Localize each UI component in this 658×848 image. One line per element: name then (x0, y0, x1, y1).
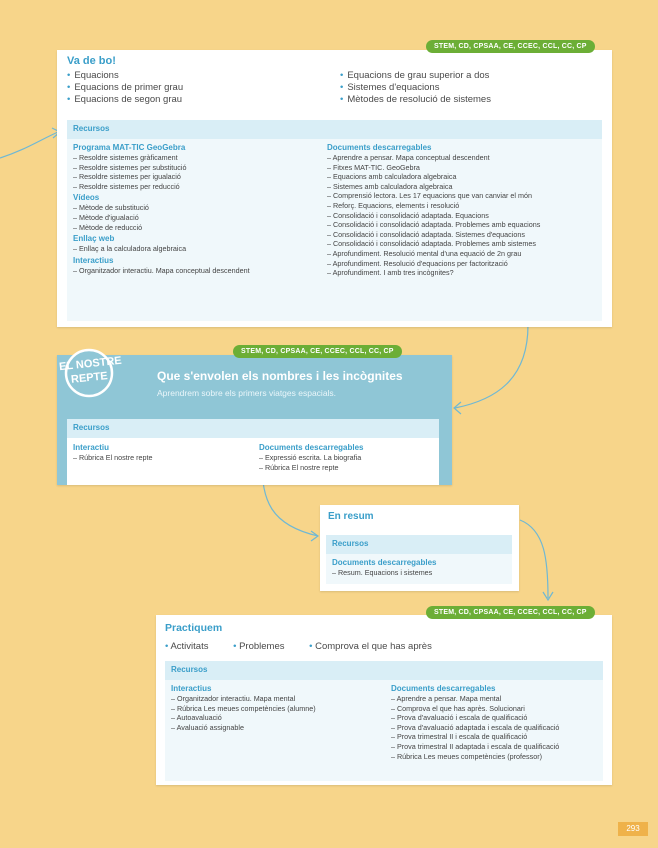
enllac-item[interactable]: – Enllaç a la calculadora algebraica (73, 244, 187, 254)
doc-item[interactable]: – Rúbrica El nostre repte (259, 462, 339, 472)
docs-title: Documents descarregables (259, 443, 364, 452)
doc-item[interactable]: – Aprendre a pensar. Mapa mental (391, 694, 502, 703)
interactiu-item[interactable]: – Autoavaluació (171, 713, 222, 723)
doc-item[interactable]: – Fitxes MAT-TIC. GeoGebra (327, 162, 420, 172)
interactiu-item[interactable]: – Organitzador interactiu. Mapa mental (171, 694, 296, 703)
interactiu-item[interactable]: – Rúbrica El nostre repte (73, 453, 153, 462)
topic-item: • Equacions de segon grau (67, 94, 183, 105)
resum-card (320, 505, 519, 591)
doc-item[interactable]: – Consolidació i consolidació adaptada. Problemes amb equacions (327, 220, 541, 230)
topic-item: • Equacions de grau superior a dos (340, 70, 490, 81)
topic-item: • Problemes (233, 641, 285, 652)
doc-item[interactable]: – Aprofundiment. Resolució d'equacions per factorització (327, 258, 508, 268)
topic-item: • Activitats (165, 641, 209, 652)
programa-item[interactable]: – Resoldre sistemes per igualació (73, 172, 181, 182)
recursos-body (326, 554, 512, 584)
logo-line2: REPTE (70, 370, 109, 386)
practiquem-recursos (165, 661, 603, 781)
doc-item[interactable]: – Aprofundiment. Resolució mental d'una equació de 2n grau (327, 248, 522, 258)
topic-item: • Comprova el que has après (309, 641, 432, 652)
docs-title: Documents descarregables (332, 558, 437, 567)
topics-right (340, 70, 491, 106)
recursos-right-column (391, 682, 559, 761)
arrow-to-practiquem (520, 520, 548, 598)
logo-line1: EL NOSTRE (58, 354, 123, 374)
topic-item: • Sistemes d'equacions (340, 82, 440, 93)
practiquem-title: Practiquem (165, 622, 223, 634)
doc-item[interactable]: – Aprendre a pensar. Mapa conceptual descendent (327, 153, 490, 162)
doc-item[interactable]: – Expressió escrita. La biografia (259, 453, 362, 462)
doc-item[interactable]: – Aprofundiment. I amb tres incògnites? (327, 268, 454, 278)
resum-recursos (326, 535, 512, 584)
video-item[interactable]: – Mètode de substitució (73, 203, 149, 213)
doc-item[interactable]: – Resum. Equacions i sistemes (332, 568, 433, 577)
programa-title: Programa MAT-TIC GeoGebra (73, 143, 186, 152)
recursos-left-column (171, 682, 316, 732)
recursos-header: Recursos (67, 120, 602, 139)
doc-item[interactable]: – Rúbrica Les meues competències (professor) (391, 751, 543, 761)
recursos-header: Recursos (326, 535, 512, 554)
interactiu-title: Interactiu (73, 443, 110, 452)
doc-item[interactable]: – Prova d'avaluació i escala de qualificació (391, 713, 528, 723)
practiquem-card (156, 615, 612, 785)
arrow-to-repte (455, 325, 528, 408)
va-de-bo-card (57, 50, 612, 327)
va-de-bo-title: Va de bo! (67, 55, 116, 67)
video-item[interactable]: – Mètode d'igualació (73, 212, 139, 222)
repte-title: Que s'envolen els nombres i les incògnites (157, 369, 403, 383)
programa-item[interactable]: – Resoldre sistemes gràficament (73, 153, 178, 162)
va-de-bo-recursos (67, 120, 602, 321)
resum-title: En resum (328, 511, 374, 522)
el-nostre-repte-logo (55, 348, 125, 398)
recursos-column (332, 556, 437, 578)
doc-item[interactable]: – Reforç. Equacions, elements i resolució (327, 200, 460, 210)
topics-left (67, 70, 183, 106)
recursos-left-column (73, 141, 250, 275)
competences-badge: STEM, CD, CPSAA, CE, CCEC, CCL, CC, CP (426, 606, 595, 619)
recursos-body (67, 438, 439, 485)
doc-item[interactable]: – Sistemes amb calculadora algebraica (327, 181, 453, 191)
topic-item: • Equacions (67, 70, 119, 81)
repte-subtitle: Aprendrem sobre els primers viatges espacials. (157, 388, 337, 398)
recursos-body (165, 680, 603, 781)
recursos-body (67, 139, 602, 321)
doc-item[interactable]: – Comprova el que has après. Solucionari (391, 703, 525, 713)
programa-item[interactable]: – Resoldre sistemes per substitució (73, 162, 187, 172)
competences-badge: STEM, CD, CPSAA, CE, CCEC, CCL, CC, CP (426, 40, 595, 53)
video-item[interactable]: – Mètode de reducció (73, 222, 143, 232)
repte-recursos (67, 419, 439, 485)
arrow-left-in (0, 132, 58, 158)
doc-item[interactable]: – Prova trimestral II i escala de qualificació (391, 732, 528, 742)
videos-title: Vídeos (73, 193, 100, 203)
interactius-title: Interactius (171, 684, 212, 693)
topic-item: • Equacions de primer grau (67, 82, 184, 93)
doc-item[interactable]: – Comprensió lectora. Les 17 equacions que van canviar el món (327, 191, 532, 201)
doc-item[interactable]: – Equacions amb calculadora algebraica (327, 172, 457, 182)
interactiu-item[interactable]: – Avaluació assignable (171, 722, 244, 732)
recursos-right-column (259, 441, 364, 472)
recursos-right-column (327, 141, 540, 278)
interactiu-item[interactable]: – Rúbrica Les meues competències (alumne) (171, 703, 316, 713)
page-number: 293 (618, 822, 648, 836)
doc-item[interactable]: – Prova d'avaluació adaptada i escala de qualificació (391, 722, 560, 732)
topic-item: • Mètodes de resolució de sistemes (340, 94, 491, 105)
recursos-left-column (73, 441, 153, 463)
docs-title: Documents descarregables (327, 143, 432, 152)
competences-badge: STEM, CD, CPSAA, CE, CCEC, CCL, CC, CP (233, 345, 402, 358)
practiquem-topics (165, 641, 432, 652)
doc-item[interactable]: – Consolidació i consolidació adaptada. Equacions (327, 210, 489, 220)
doc-item[interactable]: – Prova trimestral II adaptada i escala de qualificació (391, 741, 560, 751)
doc-item[interactable]: – Consolidació i consolidació adaptada. Sistemes d'equacions (327, 229, 525, 239)
recursos-header: Recursos (165, 661, 603, 680)
docs-title: Documents descarregables (391, 684, 496, 693)
interactius-title: Interactius (73, 255, 114, 265)
interactiu-item[interactable]: – Organitzador interactiu. Mapa conceptual descendent (73, 265, 250, 275)
recursos-header: Recursos (67, 419, 439, 438)
doc-item[interactable]: – Consolidació i consolidació adaptada. Problemes amb sistemes (327, 239, 536, 249)
programa-item[interactable]: – Resoldre sistemes per reducció (73, 181, 180, 191)
enllac-title: Enllaç web (73, 234, 115, 244)
